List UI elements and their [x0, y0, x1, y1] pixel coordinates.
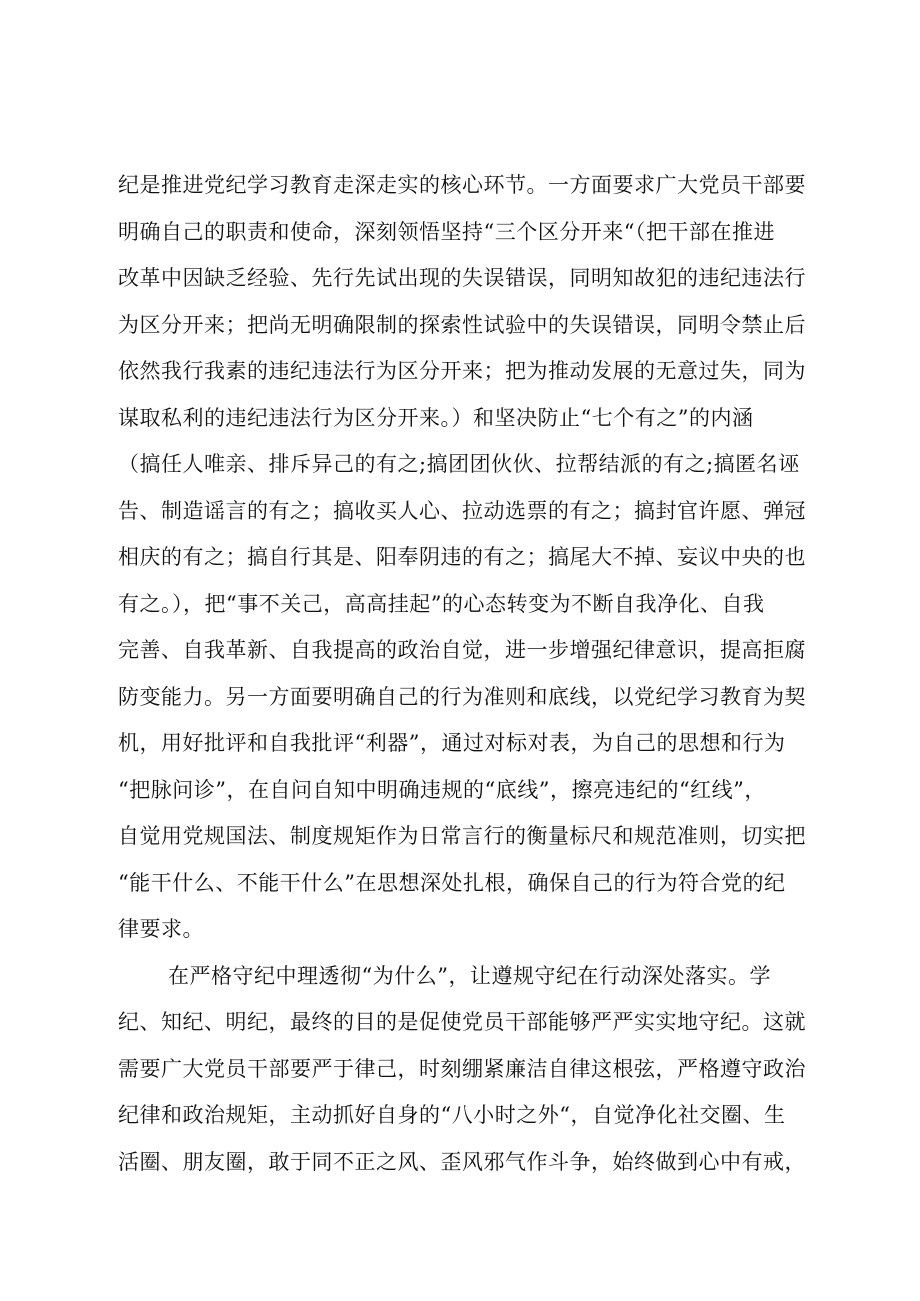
text-line: 改革中因缺乏经验、先行先试出现的失误错误，同明知故犯的违纪违法行 [118, 266, 806, 290]
text-line: 为区分开来；把尚无明确限制的探索性试验中的失误错误，同明令禁止后 [118, 312, 806, 337]
text-line: 纪律和政治规矩，主动抓好自身的“八小时之外“，自觉净化社交圈、生 [118, 1103, 786, 1127]
text-line: 在严格守纪中理透彻“为什么”，让遵规守纪在行动深处落实。学 [168, 963, 771, 988]
text-line: 谋取私利的违纪违法行为区分开来。）和坚决防止“七个有之”的内涵 [118, 405, 754, 430]
text-line: 相庆的有之；搞自行其是、阳奉阴违的有之；搞尾大不掉、妄议中央的也 [118, 545, 806, 569]
text-line: “把脉问诊”，在自问自知中明确违规的“底线”，擦亮违纪的“红线”， [118, 777, 766, 802]
text-line: 依然我行我素的违纪违法行为区分开来；把为推动发展的无意过失，同为 [118, 359, 806, 383]
text-line: 防变能力。另一方面要明确自己的行为准则和底线，以党纪学习教育为契 [118, 684, 806, 709]
text-line: 纪是推进党纪学习教育走深走实的核心环节。一方面要求广大党员干部要 [118, 173, 806, 197]
text-line: 完善、自我革新、自我提高的政治自觉，进一步增强纪律意识，提高拒腐 [118, 638, 806, 662]
paragraph-1 [118, 162, 808, 953]
text-line: 机，用好批评和自我批评“利器”，通过对标对表，为自己的思想和行为 [118, 731, 786, 755]
text-line: 纪、知纪、明纪，最终的目的是促使党员干部能够严严实实地守纪。这就 [118, 1010, 806, 1034]
text-line: 明确自己的职责和使命，深刻领悟坚持“三个区分开来“（把干部在推进 [118, 219, 775, 244]
text-line: 有之。），把“事不关己，高高挂起”的心态转变为不断自我净化、自我 [118, 591, 765, 616]
paragraph-2 [118, 953, 808, 1186]
text-line: 自觉用党规国法、制度规矩作为日常言行的衡量标尺和规范准则，切实把 [118, 824, 806, 848]
document-body [118, 162, 808, 1185]
text-line: 活圈、朋友圈，敢于同不正之风、歪风邪气作斗争，始终做到心中有戒， [118, 1149, 806, 1174]
text-line: “能干什么、不能干什么”在思想深处扎根，确保自己的行为符合党的纪 [118, 870, 786, 895]
text-line: （搞任人唯亲、排斥异己的有之;搞团团伙伙、拉帮结派的有之;搞匿名诬 [118, 452, 800, 476]
text-line: 需要广大党员干部要严于律己，时刻绷紧廉洁自律这根弦，严格遵守政治 [118, 1056, 806, 1081]
text-line: 告、制造谣言的有之；搞收买人心、拉动选票的有之；搞封官许愿、弹冠 [118, 498, 806, 523]
text-line: 律要求。 [118, 917, 204, 941]
